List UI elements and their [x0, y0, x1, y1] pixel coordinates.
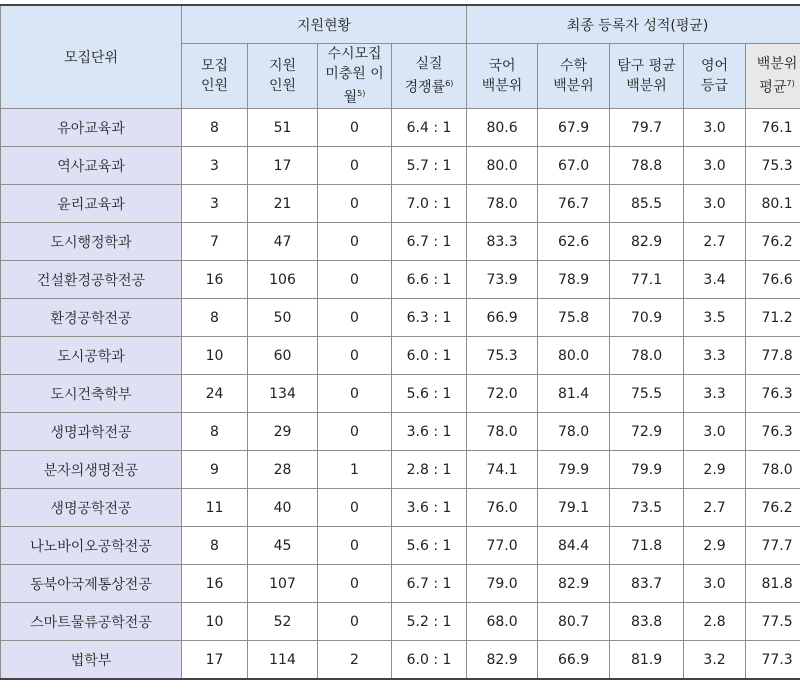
admission-results-table	[0, 4, 800, 680]
math-percentile-cell: 75.8	[538, 299, 610, 337]
korean-percentile-cell: 72.0	[467, 375, 538, 413]
carryover-cell: 0	[318, 603, 392, 641]
carryover-cell: 0	[318, 109, 392, 147]
english-grade-cell: 3.3	[684, 337, 746, 375]
carryover-cell: 0	[318, 185, 392, 223]
quota-cell: 11	[182, 489, 248, 527]
math-percentile-cell: 62.6	[538, 223, 610, 261]
percentile-average-cell: 78.0	[746, 451, 800, 489]
quota-cell: 3	[182, 185, 248, 223]
inquiry-percentile-column-header: 탐구 평균 백분위	[610, 44, 684, 109]
unit-cell: 생명과학전공	[1, 413, 182, 451]
math-percentile-cell: 79.9	[538, 451, 610, 489]
quota-cell: 10	[182, 337, 248, 375]
inquiry-percentile-cell: 72.9	[610, 413, 684, 451]
english-grade-cell: 3.0	[684, 565, 746, 603]
korean-percentile-cell: 76.0	[467, 489, 538, 527]
table-row	[1, 413, 800, 451]
carryover-cell: 0	[318, 489, 392, 527]
korean-percentile-cell: 66.9	[467, 299, 538, 337]
competition-ratio-cell: 2.8 : 1	[392, 451, 467, 489]
competition-ratio-cell: 6.7 : 1	[392, 565, 467, 603]
math-percentile-column-header: 수학 백분위	[538, 44, 610, 109]
carryover-cell: 2	[318, 641, 392, 680]
inquiry-percentile-cell: 78.0	[610, 337, 684, 375]
carryover-cell: 1	[318, 451, 392, 489]
english-grade-cell: 3.0	[684, 185, 746, 223]
english-grade-cell: 3.3	[684, 375, 746, 413]
english-grade-cell: 2.7	[684, 223, 746, 261]
percentile-average-cell: 76.1	[746, 109, 800, 147]
percentile-average-cell: 76.3	[746, 413, 800, 451]
table-row	[1, 641, 800, 680]
percentile-average-cell: 76.6	[746, 261, 800, 299]
unit-cell: 동북아국제통상전공	[1, 565, 182, 603]
competition-ratio-cell: 7.0 : 1	[392, 185, 467, 223]
table-row	[1, 603, 800, 641]
korean-percentile-column-header: 국어 백분위	[467, 44, 538, 109]
unit-cell: 도시공학과	[1, 337, 182, 375]
table-row	[1, 299, 800, 337]
quota-cell: 8	[182, 413, 248, 451]
applicants-cell: 107	[248, 565, 318, 603]
header-row-groups	[1, 5, 800, 44]
carryover-cell: 0	[318, 299, 392, 337]
unit-cell: 도시건축학부	[1, 375, 182, 413]
korean-percentile-cell: 74.1	[467, 451, 538, 489]
competition-ratio-cell: 6.0 : 1	[392, 641, 467, 680]
quota-cell: 8	[182, 299, 248, 337]
percentile-average-cell: 77.5	[746, 603, 800, 641]
competition-ratio-cell: 6.4 : 1	[392, 109, 467, 147]
applicants-cell: 52	[248, 603, 318, 641]
quota-cell: 9	[182, 451, 248, 489]
percentile-average-cell: 81.8	[746, 565, 800, 603]
english-grade-cell: 2.9	[684, 451, 746, 489]
english-grade-cell: 3.4	[684, 261, 746, 299]
competition-ratio-column-header: 실질 경쟁률$^{6)}$	[392, 44, 467, 109]
percentile-average-cell: 77.3	[746, 641, 800, 680]
table-row	[1, 147, 800, 185]
inquiry-percentile-cell: 81.9	[610, 641, 684, 680]
table-row	[1, 565, 800, 603]
percentile-average-column-header: 백분위 평균$^{7)}$	[746, 44, 800, 109]
table-row	[1, 223, 800, 261]
applicants-cell: 45	[248, 527, 318, 565]
korean-percentile-cell: 83.3	[467, 223, 538, 261]
math-percentile-cell: 80.7	[538, 603, 610, 641]
table-row	[1, 375, 800, 413]
applicants-cell: 114	[248, 641, 318, 680]
quota-cell: 7	[182, 223, 248, 261]
carryover-cell: 0	[318, 337, 392, 375]
carryover-column-header: 수시모집 미충원 이 월$^{5)}$	[318, 44, 392, 109]
unit-cell: 나노바이오공학전공	[1, 527, 182, 565]
applicants-cell: 106	[248, 261, 318, 299]
unit-cell: 도시행정학과	[1, 223, 182, 261]
korean-percentile-cell: 80.0	[467, 147, 538, 185]
unit-column-header: 모집단위	[1, 5, 182, 109]
unit-cell: 건설환경공학전공	[1, 261, 182, 299]
applicants-cell: 17	[248, 147, 318, 185]
inquiry-percentile-cell: 85.5	[610, 185, 684, 223]
quota-cell: 3	[182, 147, 248, 185]
carryover-cell: 0	[318, 413, 392, 451]
inquiry-percentile-cell: 71.8	[610, 527, 684, 565]
percentile-average-cell: 77.7	[746, 527, 800, 565]
unit-cell: 분자의생명전공	[1, 451, 182, 489]
carryover-cell: 0	[318, 375, 392, 413]
table-body	[1, 109, 800, 680]
carryover-cell: 0	[318, 261, 392, 299]
english-grade-cell: 3.0	[684, 413, 746, 451]
english-grade-cell: 3.2	[684, 641, 746, 680]
unit-cell: 윤리교육과	[1, 185, 182, 223]
competition-ratio-cell: 5.6 : 1	[392, 527, 467, 565]
percentile-average-cell: 76.3	[746, 375, 800, 413]
applicants-cell: 134	[248, 375, 318, 413]
korean-percentile-cell: 68.0	[467, 603, 538, 641]
inquiry-percentile-cell: 79.9	[610, 451, 684, 489]
korean-percentile-cell: 80.6	[467, 109, 538, 147]
percentile-average-cell: 77.8	[746, 337, 800, 375]
inquiry-percentile-cell: 83.7	[610, 565, 684, 603]
korean-percentile-cell: 82.9	[467, 641, 538, 680]
applicants-cell: 50	[248, 299, 318, 337]
english-grade-column-header: 영어 등급	[684, 44, 746, 109]
korean-percentile-cell: 79.0	[467, 565, 538, 603]
final-score-group-header: 최종 등록자 성적(평균)	[467, 5, 800, 44]
unit-cell: 환경공학전공	[1, 299, 182, 337]
applicants-column-header: 지원 인원	[248, 44, 318, 109]
table-row	[1, 261, 800, 299]
unit-cell: 유아교육과	[1, 109, 182, 147]
korean-percentile-cell: 75.3	[467, 337, 538, 375]
inquiry-percentile-cell: 70.9	[610, 299, 684, 337]
competition-ratio-cell: 5.2 : 1	[392, 603, 467, 641]
math-percentile-cell: 78.0	[538, 413, 610, 451]
quota-cell: 8	[182, 109, 248, 147]
applicants-cell: 29	[248, 413, 318, 451]
english-grade-cell: 3.0	[684, 109, 746, 147]
applicants-cell: 47	[248, 223, 318, 261]
competition-ratio-cell: 3.6 : 1	[392, 413, 467, 451]
korean-percentile-cell: 73.9	[467, 261, 538, 299]
table-row	[1, 109, 800, 147]
applicants-cell: 28	[248, 451, 318, 489]
carryover-cell: 0	[318, 565, 392, 603]
english-grade-cell: 3.5	[684, 299, 746, 337]
english-grade-cell: 3.0	[684, 147, 746, 185]
competition-ratio-cell: 6.3 : 1	[392, 299, 467, 337]
math-percentile-cell: 67.9	[538, 109, 610, 147]
competition-ratio-cell: 6.6 : 1	[392, 261, 467, 299]
inquiry-percentile-cell: 82.9	[610, 223, 684, 261]
percentile-average-cell: 75.3	[746, 147, 800, 185]
unit-cell: 법학부	[1, 641, 182, 680]
competition-ratio-cell: 6.0 : 1	[392, 337, 467, 375]
quota-cell: 8	[182, 527, 248, 565]
percentile-average-cell: 71.2	[746, 299, 800, 337]
percentile-average-cell: 76.2	[746, 223, 800, 261]
math-percentile-cell: 84.4	[538, 527, 610, 565]
carryover-cell: 0	[318, 147, 392, 185]
english-grade-cell: 2.7	[684, 489, 746, 527]
math-percentile-cell: 78.9	[538, 261, 610, 299]
applicants-cell: 21	[248, 185, 318, 223]
quota-cell: 10	[182, 603, 248, 641]
inquiry-percentile-cell: 83.8	[610, 603, 684, 641]
applicants-cell: 51	[248, 109, 318, 147]
english-grade-cell: 2.9	[684, 527, 746, 565]
carryover-cell: 0	[318, 223, 392, 261]
apply-status-group-header: 지원현황	[182, 5, 467, 44]
math-percentile-cell: 76.7	[538, 185, 610, 223]
quota-cell: 24	[182, 375, 248, 413]
competition-ratio-cell: 5.7 : 1	[392, 147, 467, 185]
unit-cell: 생명공학전공	[1, 489, 182, 527]
quota-cell: 17	[182, 641, 248, 680]
table-row	[1, 489, 800, 527]
inquiry-percentile-cell: 78.8	[610, 147, 684, 185]
percentile-average-cell: 80.1	[746, 185, 800, 223]
math-percentile-cell: 82.9	[538, 565, 610, 603]
inquiry-percentile-cell: 77.1	[610, 261, 684, 299]
competition-ratio-cell: 3.6 : 1	[392, 489, 467, 527]
math-percentile-cell: 67.0	[538, 147, 610, 185]
quota-cell: 16	[182, 565, 248, 603]
quota-cell: 16	[182, 261, 248, 299]
quota-column-header: 모집 인원	[182, 44, 248, 109]
korean-percentile-cell: 78.0	[467, 185, 538, 223]
inquiry-percentile-cell: 73.5	[610, 489, 684, 527]
korean-percentile-cell: 78.0	[467, 413, 538, 451]
math-percentile-cell: 79.1	[538, 489, 610, 527]
competition-ratio-cell: 5.6 : 1	[392, 375, 467, 413]
applicants-cell: 60	[248, 337, 318, 375]
table-row	[1, 451, 800, 489]
table-row	[1, 185, 800, 223]
math-percentile-cell: 80.0	[538, 337, 610, 375]
percentile-average-cell: 76.2	[746, 489, 800, 527]
unit-cell: 역사교육과	[1, 147, 182, 185]
carryover-cell: 0	[318, 527, 392, 565]
english-grade-cell: 2.8	[684, 603, 746, 641]
inquiry-percentile-cell: 79.7	[610, 109, 684, 147]
korean-percentile-cell: 77.0	[467, 527, 538, 565]
math-percentile-cell: 66.9	[538, 641, 610, 680]
competition-ratio-cell: 6.7 : 1	[392, 223, 467, 261]
unit-cell: 스마트물류공학전공	[1, 603, 182, 641]
applicants-cell: 40	[248, 489, 318, 527]
math-percentile-cell: 81.4	[538, 375, 610, 413]
table-row	[1, 337, 800, 375]
table-row	[1, 527, 800, 565]
inquiry-percentile-cell: 75.5	[610, 375, 684, 413]
